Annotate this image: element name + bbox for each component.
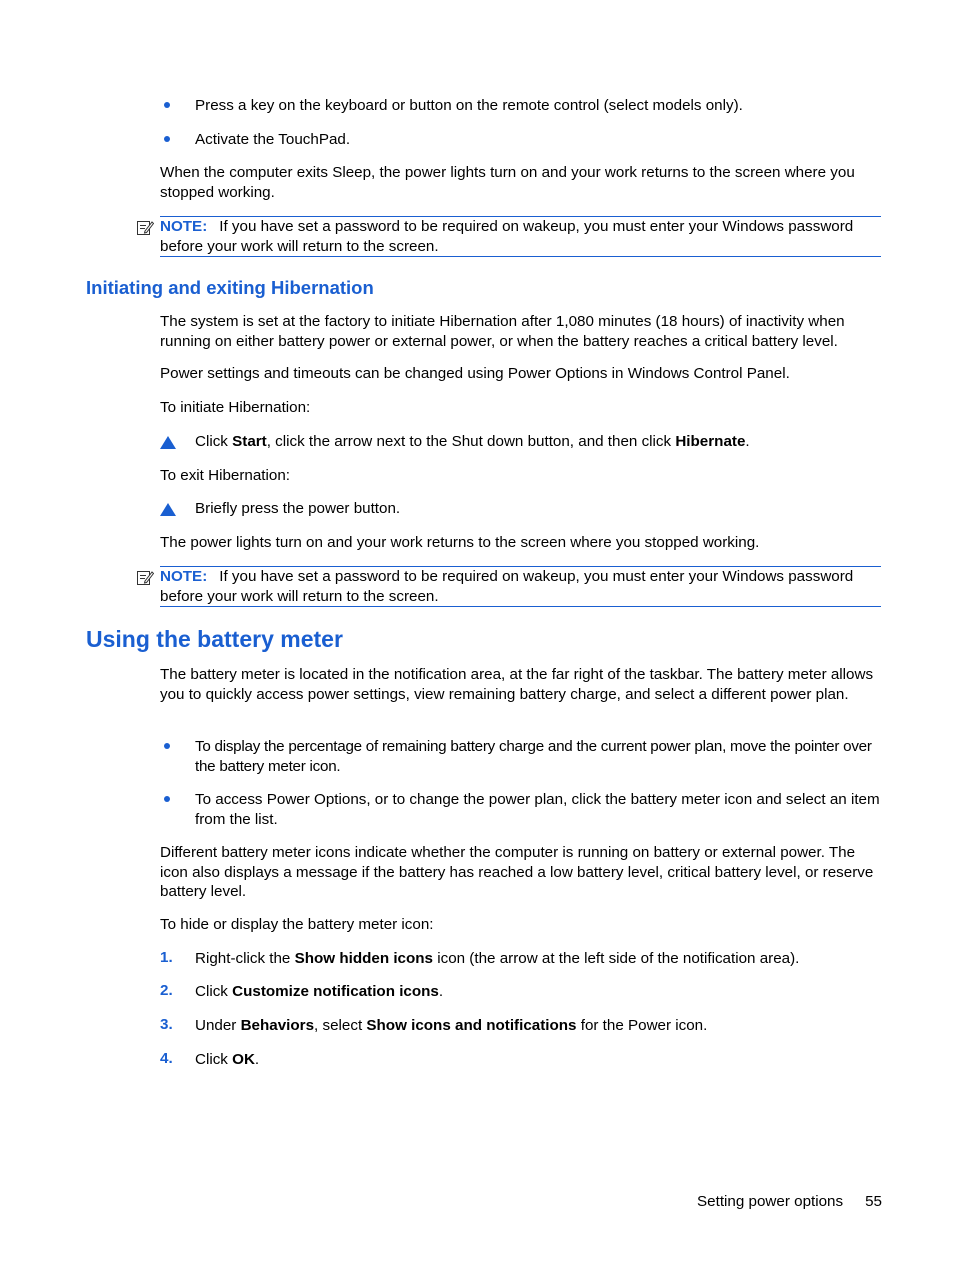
note-label: NOTE: <box>160 218 208 235</box>
note-pencil-icon <box>136 218 154 236</box>
list-item: Press a key on the keyboard or button on the remote control (select models only). <box>195 97 743 114</box>
note-text: If you have set a password to be required on wakeup, you must enter your Windows password before your work will return to the screen. <box>160 218 854 255</box>
paragraph: When the computer exits Sleep, the power lights turn on and your work returns to the screen where you stopped working. <box>160 164 855 201</box>
step-triangle-icon <box>160 503 176 516</box>
page-footer <box>697 1193 882 1210</box>
note-text: If you have set a password to be required on wakeup, you must enter your Windows password before your work will return to the screen. <box>160 568 854 605</box>
note-box <box>160 216 881 257</box>
bullet-dot <box>164 136 170 142</box>
note-box <box>160 566 881 607</box>
note-label: NOTE: <box>160 568 208 585</box>
paragraph: Power settings and timeouts can be changed using Power Options in Windows Control Panel. <box>160 365 790 382</box>
list-item: Activate the TouchPad. <box>195 131 351 148</box>
bullet-dot <box>164 102 170 108</box>
paragraph: To initiate Hibernation: <box>160 399 311 416</box>
step-item: Right-click the Show hidden icons icon (the arrow at the left side of the notification area). <box>195 950 800 967</box>
paragraph: Different battery meter icons indicate whether the computer is running on battery or external power. The icon also displays a message if the battery has reached a low battery level, critical battery level, or reserve battery level. <box>160 844 874 900</box>
paragraph: To hide or display the battery meter icon: <box>160 916 434 933</box>
bullet-dot <box>164 743 170 749</box>
step-item: Click Customize notification icons. <box>195 983 444 1000</box>
step-number: 3. <box>160 1016 173 1033</box>
step-number: 4. <box>160 1050 173 1067</box>
step-item: Click Start, click the arrow next to the Shut down button, and then click Hibernate. <box>195 433 750 450</box>
page-number: 55 <box>865 1193 882 1210</box>
step-number: 1. <box>160 949 173 966</box>
step-triangle-icon <box>160 436 176 449</box>
paragraph: The system is set at the factory to initiate Hibernation after 1,080 minutes (18 hours) of inactivity when running on either battery power or external power, or when the battery reaches a critical battery level. <box>160 313 845 350</box>
step-number: 2. <box>160 982 173 999</box>
section-heading: Initiating and exiting Hibernation <box>86 277 374 298</box>
step-item: Click OK. <box>195 1051 260 1068</box>
paragraph: The battery meter is located in the notification area, at the far right of the taskbar. The battery meter allows you to quickly access power settings, view remaining battery charge, and select a different power plan. <box>160 666 874 703</box>
page-section-title: Using the battery meter <box>86 626 343 652</box>
paragraph: The power lights turn on and your work returns to the screen where you stopped working. <box>160 534 760 551</box>
step-item: Briefly press the power button. <box>195 500 401 517</box>
footer-section-title: Setting power options <box>697 1193 844 1210</box>
bullet-dot <box>164 796 170 802</box>
paragraph: To exit Hibernation: <box>160 467 291 484</box>
list-item: To access Power Options, or to change the power plan, click the battery meter icon and select an item from the list. <box>195 791 880 828</box>
step-item: Under Behaviors, select Show icons and notifications for the Power icon. <box>195 1017 708 1034</box>
list-item: To display the percentage of remaining battery charge and the current power plan, move the pointer over the battery meter icon. <box>195 738 872 775</box>
note-pencil-icon <box>136 568 154 586</box>
